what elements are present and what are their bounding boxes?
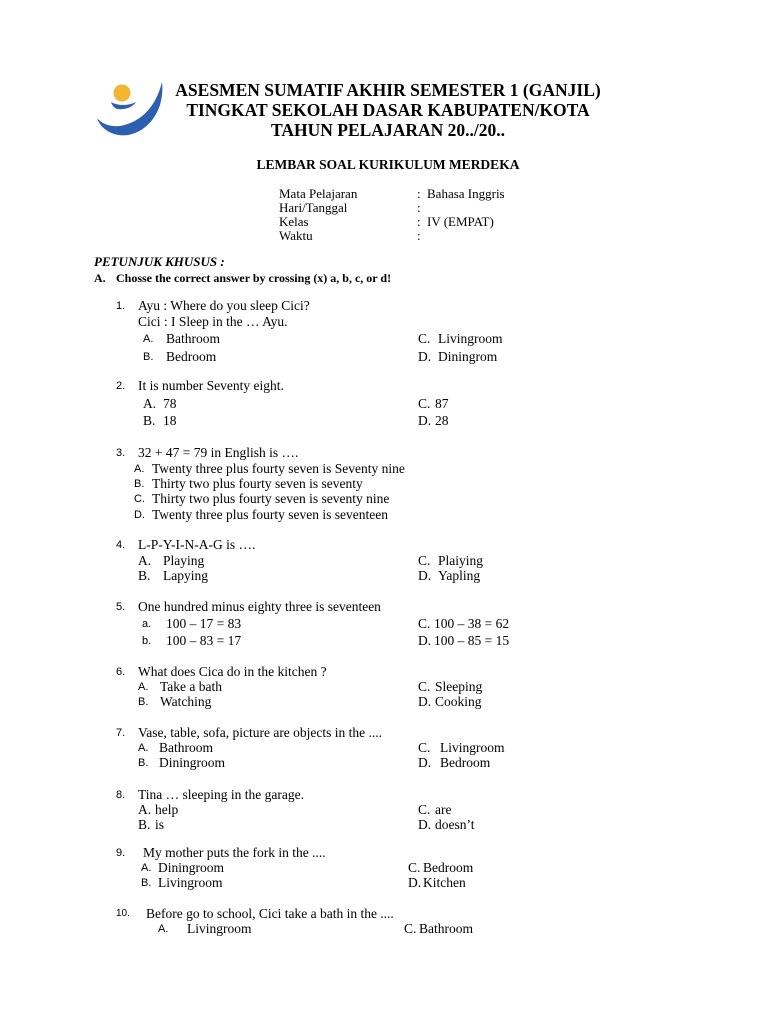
option-label: A.: [138, 553, 152, 568]
question-number: 9.: [116, 847, 126, 859]
info-separator: :: [417, 200, 421, 215]
option-label: D.: [134, 509, 145, 521]
option-text: Thirty two plus fourty seven is seventy nine: [152, 491, 390, 506]
header-line-2: TINGKAT SEKOLAH DASAR KABUPATEN/KOTA: [186, 100, 590, 120]
info-row: [279, 229, 539, 243]
question-number: 3.: [116, 447, 126, 459]
question-number: 2.: [116, 380, 126, 392]
document-subtitle: LEMBAR SOAL KURIKULUM MERDEKA: [256, 157, 520, 172]
option-text: 78: [163, 396, 177, 411]
question-text: One hundred minus eighty three is seventeen: [138, 599, 381, 614]
option-text: Bedroom: [440, 755, 491, 770]
option-text: Cooking: [435, 694, 482, 709]
option-label: A.: [158, 923, 169, 935]
option-label: C.: [134, 493, 145, 505]
option-label: a.: [142, 618, 152, 630]
option-text: Bathroom: [159, 740, 213, 755]
info-separator: :: [417, 228, 421, 243]
option-text: Livingroom: [438, 331, 503, 346]
option-label: C.: [418, 802, 431, 817]
option-text: 87: [435, 396, 449, 411]
info-value: Bahasa Inggris: [427, 186, 505, 201]
info-label: Hari/Tanggal: [279, 200, 348, 215]
info-label: Waktu: [279, 228, 313, 243]
question-number: 10.: [116, 908, 130, 919]
question-text: 32 + 47 = 79 in English is ….: [138, 445, 299, 460]
option-text: Take a bath: [160, 679, 223, 694]
option-text: Bathroom: [166, 331, 220, 346]
info-row: [279, 187, 539, 201]
option-label: B.: [138, 696, 149, 708]
option-text: Twenty three plus fourty seven is Seventy nine: [152, 461, 405, 476]
option-label: A.: [138, 742, 149, 754]
question-number: 8.: [116, 789, 126, 801]
instructions-heading: PETUNJUK KHUSUS :: [94, 254, 225, 269]
option-label: C.: [418, 616, 431, 631]
option-text: Yapling: [438, 568, 481, 583]
option-label: A.: [143, 396, 157, 411]
option-label: C.: [418, 740, 431, 755]
option-label: D.: [418, 633, 432, 648]
option-text: 18: [163, 413, 177, 428]
option-label: b.: [142, 635, 152, 647]
info-separator: :: [417, 186, 421, 201]
option-text: Watching: [160, 694, 212, 709]
question-number: 1.: [116, 300, 126, 312]
option-text: Diningrom: [438, 349, 498, 364]
question-text: Before go to school, Cici take a bath in the ....: [146, 906, 394, 921]
option-label: D.: [408, 875, 422, 890]
option-text: 100 – 38 = 62: [434, 616, 510, 631]
option-label: A.: [143, 333, 154, 345]
option-label: D.: [418, 568, 432, 583]
option-text: Bedroom: [166, 349, 217, 364]
info-row: [279, 201, 539, 215]
option-label: B.: [138, 568, 151, 583]
option-text: Bathroom: [419, 921, 473, 936]
option-text: Diningroom: [159, 755, 225, 770]
option-text: 100 – 83 = 17: [166, 633, 242, 648]
option-text: 28: [435, 413, 449, 428]
question-text: What does Cica do in the kitchen ?: [138, 664, 327, 679]
section-label: A.: [94, 271, 106, 285]
info-value: IV (EMPAT): [427, 214, 494, 229]
info-separator: :: [417, 214, 421, 229]
question-number: 6.: [116, 666, 126, 678]
option-label: A.: [141, 862, 152, 874]
option-label: C.: [404, 921, 417, 936]
option-text: Livingroom: [158, 875, 223, 890]
header-line-1: ASESMEN SUMATIF AKHIR SEMESTER 1 (GANJIL): [175, 80, 601, 100]
option-text: Bedroom: [423, 860, 474, 875]
section-a-instruction: [94, 271, 391, 286]
question-number: 5.: [116, 601, 126, 613]
option-label: B.: [134, 478, 145, 490]
option-text: Thirty two plus fourty seven is seventy: [152, 476, 363, 491]
option-label: D.: [418, 755, 432, 770]
option-label: A.: [138, 802, 152, 817]
question-text: Ayu : Where do you sleep Cici?: [138, 298, 310, 313]
question-text: Tina … sleeping in the garage.: [138, 787, 304, 802]
option-text: Diningroom: [158, 860, 224, 875]
option-text: Twenty three plus fourty seven is seventeen: [152, 507, 388, 522]
question-text: My mother puts the fork in the ....: [143, 845, 326, 860]
option-label: C.: [418, 553, 431, 568]
school-logo: [92, 80, 170, 142]
question-text: It is number Seventy eight.: [138, 378, 284, 393]
option-text: Livingroom: [440, 740, 505, 755]
option-text: Lapying: [163, 568, 208, 583]
option-text: 100 – 17 = 83: [166, 616, 242, 631]
option-label: B.: [138, 757, 149, 769]
option-text: are: [435, 802, 452, 817]
header-line-3: TAHUN PELAJARAN 20../20..: [271, 120, 505, 140]
option-label: D.: [418, 694, 432, 709]
option-text: Plaiying: [438, 553, 484, 568]
option-text: is: [155, 817, 165, 832]
question-number: 4.: [116, 539, 126, 551]
info-label: Mata Pelajaran: [279, 186, 358, 201]
option-label: A.: [138, 681, 149, 693]
option-label: D.: [418, 349, 432, 364]
option-label: C.: [418, 396, 431, 411]
question-number: 7.: [116, 727, 126, 739]
question-text: Cici : I Sleep in the … Ayu.: [138, 314, 288, 329]
option-text: doesn’t: [435, 817, 475, 832]
option-text: 100 – 85 = 15: [434, 633, 510, 648]
option-text: Playing: [163, 553, 205, 568]
option-text: Sleeping: [435, 679, 483, 694]
option-label: C.: [408, 860, 421, 875]
option-text: Livingroom: [187, 921, 252, 936]
option-text: help: [155, 802, 179, 817]
option-label: A.: [134, 463, 145, 475]
question-text: Vase, table, sofa, picture are objects in the ....: [138, 725, 383, 740]
option-label: B.: [143, 413, 156, 428]
option-label: C.: [418, 331, 431, 346]
option-label: C.: [418, 679, 431, 694]
option-label: B.: [141, 877, 152, 889]
option-label: D.: [418, 413, 432, 428]
info-label: Kelas: [279, 214, 309, 229]
option-text: Kitchen: [423, 875, 466, 890]
option-label: B.: [143, 351, 154, 363]
section-text: Chosse the correct answer by crossing (x) a, b, c, or d!: [116, 271, 392, 285]
question-text: L-P-Y-I-N-A-G is ….: [138, 537, 256, 552]
option-label: B.: [138, 817, 151, 832]
info-row: [279, 215, 539, 229]
option-label: D.: [418, 817, 432, 832]
